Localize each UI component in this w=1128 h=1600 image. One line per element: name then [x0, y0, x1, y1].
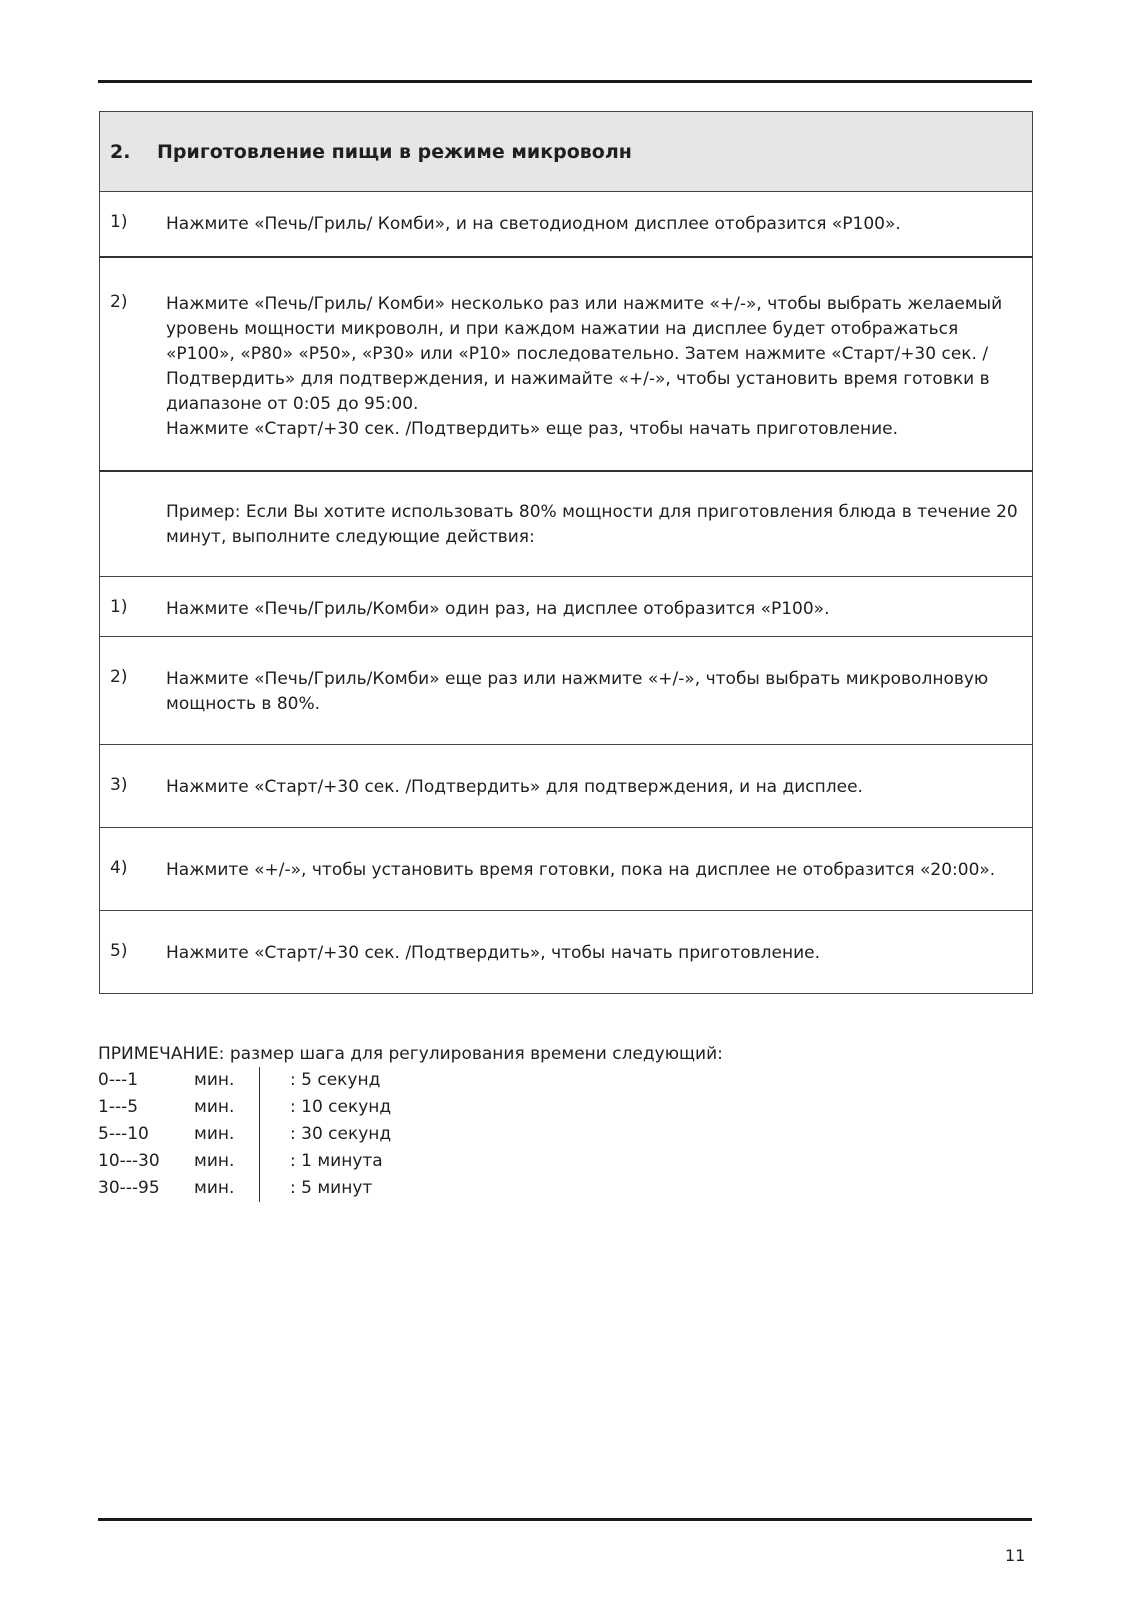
step-value: : 1 минута: [290, 1151, 383, 1171]
step-number: 1): [110, 212, 128, 232]
time-step-list: [98, 1070, 498, 1205]
instructions-table: [99, 111, 1033, 994]
step-unit: мин.: [194, 1097, 235, 1117]
step-line: Нажмите «Старт/+30 сек. /Подтвердить» для подтверждения, и на дисплее.: [166, 777, 863, 797]
table-row: [100, 911, 1033, 994]
step-text: [166, 667, 1024, 717]
step-range: 10---30: [98, 1151, 160, 1171]
step-number: 2): [110, 292, 128, 312]
section-title: Приготовление пищи в режиме микроволн: [157, 141, 632, 163]
step-line: Нажмите «Печь/Гриль/ Комби» несколько раз или нажмите «+/-», чтобы выбрать желаемый уровень мощности микроволн, и при каждом нажатии на дисплее будет отображаться «P100», «P80» «P50», «P30» или «P10» последовательно. Затем нажмите «Старт/+30 сек. /Подтвердить» для подтверждения, и нажимайте «+/-», чтобы установить время готовки в диапазоне от 0:05 до 95:00.: [166, 294, 1003, 414]
step-line: Нажмите «Печь/Гриль/Комби» один раз, на дисплее отобразится «P100».: [166, 599, 830, 619]
instruction-cell: [100, 258, 1032, 470]
step-number: 3): [110, 775, 128, 795]
step-number: 4): [110, 858, 128, 878]
step-text: [166, 292, 1024, 442]
list-item: [98, 1070, 498, 1097]
step-text: [166, 775, 1024, 800]
list-item: [98, 1178, 498, 1205]
table-row: [100, 828, 1033, 911]
table-row: [100, 257, 1033, 471]
step-value: : 5 минут: [290, 1178, 373, 1198]
example-text: [166, 500, 1024, 550]
step-line: Нажмите «Печь/Гриль/ Комби», и на светодиодном дисплее отобразится «P100».: [166, 214, 901, 234]
step-value: : 30 секунд: [290, 1124, 392, 1144]
step-line: Нажмите «Старт/+30 сек. /Подтвердить», чтобы начать приготовление.: [166, 943, 821, 963]
section-header-row: [100, 112, 1033, 192]
note-title: ПРИМЕЧАНИЕ: размер шага для регулирования времени следующий:: [98, 1044, 723, 1064]
step-unit: мин.: [194, 1151, 235, 1171]
step-text: [166, 941, 1024, 966]
bottom-rule: [98, 1518, 1032, 1521]
step-line: Нажмите «Печь/Гриль/Комби» еще раз или нажмите «+/-», чтобы выбрать микроволновую мощность в 80%.: [166, 669, 989, 714]
step-line: Нажмите «+/-», чтобы установить время готовки, пока на дисплее не отобразится «20:00».: [166, 860, 996, 880]
instruction-cell: [100, 911, 1032, 993]
step-number: 2): [110, 667, 128, 687]
step-text: [166, 212, 1024, 237]
step-value: : 10 секунд: [290, 1097, 392, 1117]
step-range: 30---95: [98, 1178, 160, 1198]
step-range: 1---5: [98, 1097, 139, 1117]
divider: [259, 1175, 260, 1202]
table-row: [100, 637, 1033, 745]
instruction-cell: [100, 745, 1032, 827]
step-unit: мин.: [194, 1124, 235, 1144]
list-item: [98, 1124, 498, 1151]
step-unit: мин.: [194, 1070, 235, 1090]
example-cell: [100, 472, 1032, 576]
divider: [259, 1121, 260, 1148]
section-number: 2.: [110, 141, 131, 163]
step-line: Нажмите «Старт/+30 сек. /Подтвердить» еще раз, чтобы начать приготовление.: [166, 419, 899, 439]
divider: [259, 1148, 260, 1175]
table-row: [100, 192, 1033, 258]
step-text: [166, 858, 1024, 883]
table-row: [100, 471, 1033, 577]
step-value: : 5 секунд: [290, 1070, 381, 1090]
list-item: [98, 1097, 498, 1124]
step-number: 5): [110, 941, 128, 961]
divider: [259, 1067, 260, 1094]
list-item: [98, 1151, 498, 1178]
step-unit: мин.: [194, 1178, 235, 1198]
step-range: 5---10: [98, 1124, 149, 1144]
instruction-cell: [100, 828, 1032, 910]
example-line: Пример: Если Вы хотите использовать 80% мощности для приготовления блюда в течение 20 минут, выполните следующие действия:: [166, 502, 1018, 547]
step-number: 1): [110, 597, 128, 617]
instruction-cell: [100, 637, 1032, 744]
top-rule: [98, 80, 1032, 83]
step-range: 0---1: [98, 1070, 139, 1090]
step-text: [166, 597, 1024, 622]
table-row: [100, 577, 1033, 637]
table-row: [100, 745, 1033, 828]
page-number: 11: [1005, 1546, 1026, 1565]
section-header: [100, 112, 1032, 191]
instruction-cell: [100, 577, 1032, 636]
divider: [259, 1094, 260, 1121]
instruction-cell: [100, 192, 1032, 256]
